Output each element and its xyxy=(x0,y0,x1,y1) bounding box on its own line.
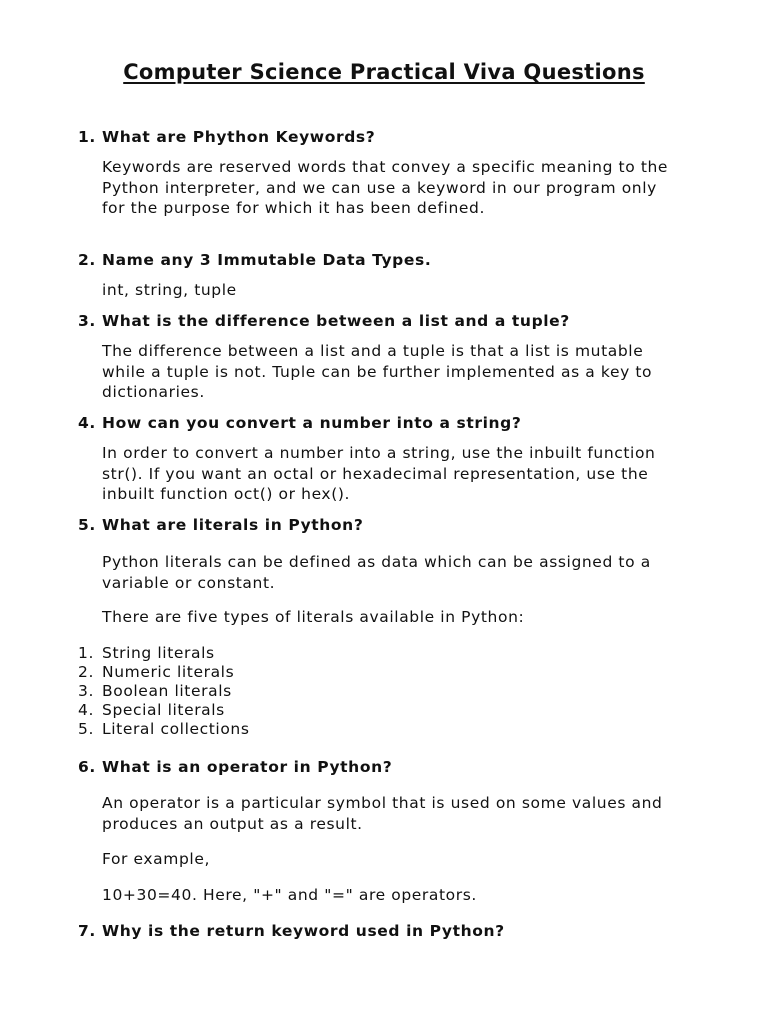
question-number: 2. xyxy=(78,251,96,269)
question-text: What is an operator in Python? xyxy=(102,758,393,776)
list-item: 4. Special literals xyxy=(78,701,225,719)
answer-6: An operator is a particular symbol that is used on some values and produces an output as a result. xyxy=(102,794,663,833)
question-6 xyxy=(78,757,392,777)
question-text: What are Phython Keywords? xyxy=(102,128,376,146)
question-number: 6. xyxy=(78,758,96,776)
answer-2: int, string, tuple xyxy=(102,281,237,299)
list-item: 2. Numeric literals xyxy=(78,663,235,681)
question-number: 3. xyxy=(78,312,96,330)
question-1 xyxy=(78,127,375,147)
answer-6-example: 10+30=40. Here, "+" and "=" are operators. xyxy=(102,886,477,904)
page-title: Computer Science Practical Viva Questions xyxy=(123,60,645,84)
question-text: What is the difference between a list and a tuple? xyxy=(102,312,570,330)
question-text: Name any 3 Immutable Data Types. xyxy=(102,251,432,269)
question-5 xyxy=(78,515,363,535)
answer-3: The difference between a list and a tuple is that a list is mutable while a tuple is not. Tuple can be further implemented as a key to dictionaries. xyxy=(102,342,653,401)
question-2 xyxy=(78,250,431,270)
question-number: 4. xyxy=(78,414,96,432)
answer-5-intro: There are five types of literals available in Python: xyxy=(102,608,525,626)
answer-6-example-label: For example, xyxy=(102,850,210,868)
list-item: 3. Boolean literals xyxy=(78,682,232,700)
question-3 xyxy=(78,311,570,331)
question-number: 5. xyxy=(78,516,96,534)
question-4 xyxy=(78,413,521,433)
question-number: 7. xyxy=(78,922,96,940)
list-item: 5. Literal collections xyxy=(78,720,250,738)
question-7 xyxy=(78,921,505,941)
answer-5: Python literals can be defined as data which can be assigned to a variable or constant. xyxy=(102,553,651,592)
literals-list xyxy=(78,644,250,739)
question-number: 1. xyxy=(78,128,96,146)
question-text: What are literals in Python? xyxy=(102,516,364,534)
list-item: 1. String literals xyxy=(78,644,215,662)
answer-1: Keywords are reserved words that convey a specific meaning to the Python interpreter, and we can use a keyword in our program only for the purpose for which it has been defined. xyxy=(102,158,669,217)
answer-4: In order to convert a number into a string, use the inbuilt function str(). If you want an octal or hexadecimal representation, use the inbuilt function oct() or hex(). xyxy=(102,444,656,503)
question-text: Why is the return keyword used in Python? xyxy=(102,922,505,940)
question-text: How can you convert a number into a string? xyxy=(102,414,522,432)
